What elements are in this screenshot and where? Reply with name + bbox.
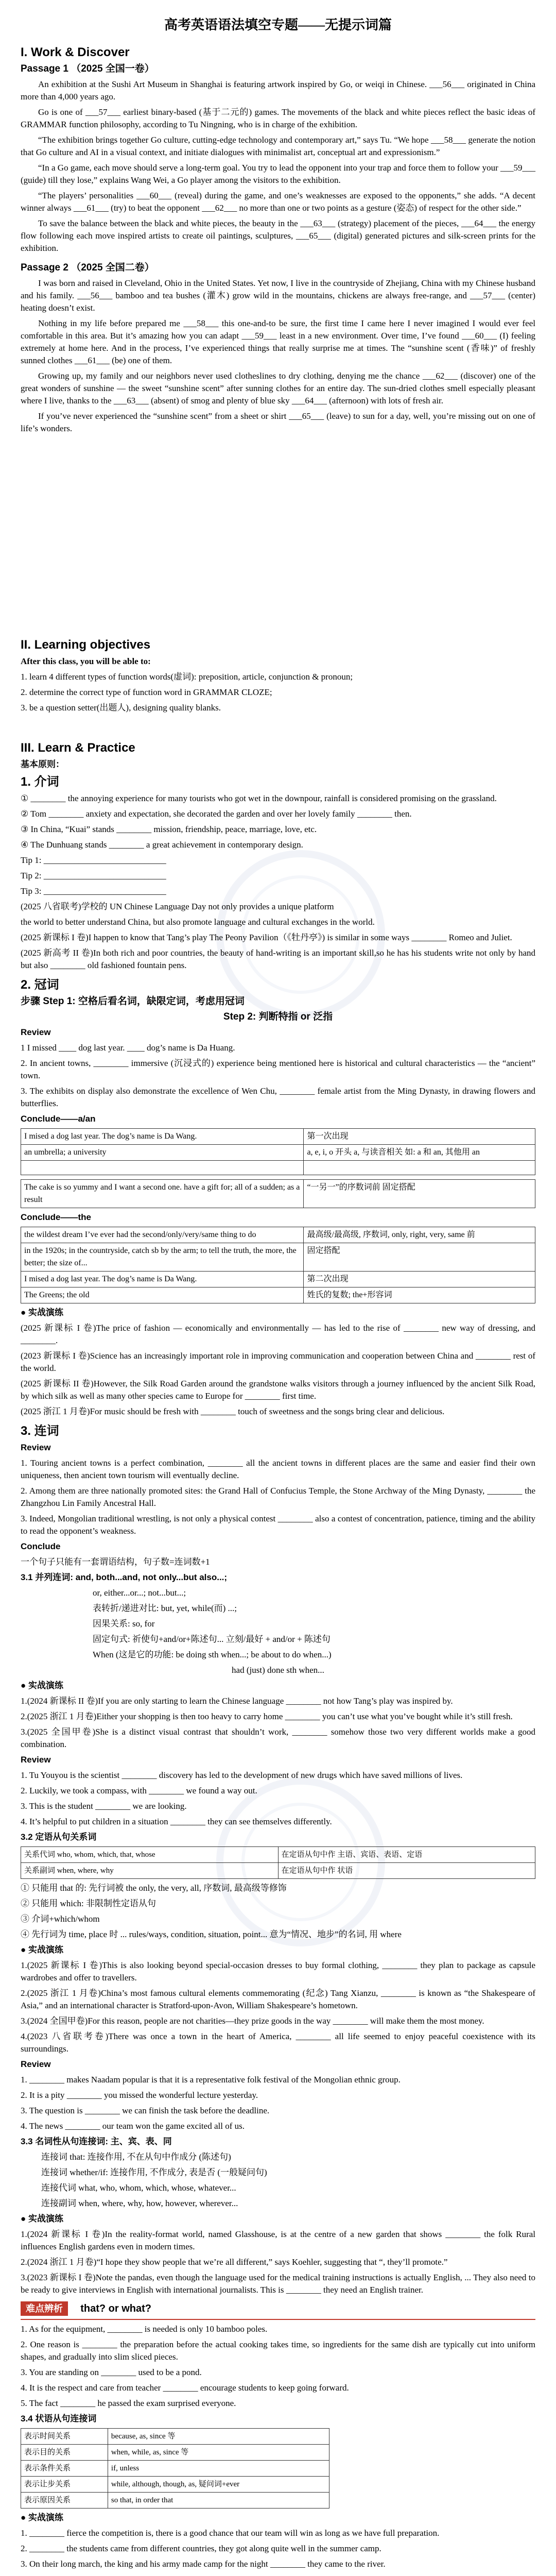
- table-row: [21, 2493, 329, 2509]
- table-cell: 关系代词 who, whom, which, that, whose: [21, 1847, 279, 1863]
- table-cell: 表示时间关系: [21, 2429, 108, 2445]
- table-cell: 表示让步关系: [21, 2477, 108, 2493]
- table-row: [21, 1863, 535, 1879]
- table-cell: because, as, since 等: [108, 2429, 329, 2445]
- section-learn-practice: [21, 742, 535, 2573]
- objective-item: 1. learn 4 different types of function words(虚词): preposition, article, conjunction & pronoun;: [21, 672, 353, 682]
- review-label: Review: [21, 1027, 51, 1037]
- preposition-line: (2025 八省联考)学校的 UN Chinese Language Day not only provides a unique platform: [21, 902, 334, 911]
- adverbial-conj-table: [21, 2428, 329, 2509]
- relative-words-table: [21, 1846, 535, 1879]
- practice-line: 2.(2025 浙江 1 月卷)Either your shopping is then too heavy to carry home ________ you can’t use what you’ve bought while it’s still fresh.: [21, 1711, 513, 1721]
- passage-1-label: Passage 1 （2025 全国一卷）: [21, 63, 154, 74]
- practice-line: (2025 新课标 II 卷)However, the Silk Road Garden around the grandstone walks visitors through a journey influenced by the ancient Silk Road, by which silk as well as many other species came to Europe for ________ first time.: [21, 1379, 535, 1401]
- practice-line: 2.(2024 浙江 1 月卷)“I hope they show people that we’re all different,” says Koehler, suggesting that “, they’ll promote.”: [21, 2257, 448, 2267]
- review-line: 2. In ancient towns, ________ immersive (沉浸式的) experience being mentioned here is historical and cultural characteristics — the “ancient” town.: [21, 1058, 535, 1080]
- article-the-table: [21, 1227, 535, 1303]
- passage-1-paragraph: “The players’ personalities ___60___ (reveal) during the game, and one’s weaknesses are exposed to the opponents,” she adds. “A decent winner always ___61___ (try) to beat the opponent ___62___ no more than one or two points as a gesture (姿态) of respect for the other side.”: [21, 191, 535, 213]
- section-heading: III. Learn & Practice: [21, 741, 135, 755]
- table-cell: 表示原因关系: [21, 2493, 108, 2509]
- article-fixed-table: [21, 1179, 535, 1208]
- review-line: 3. This is the student ________ we are looking.: [21, 1801, 187, 1811]
- noun-clause-line: 连接代词 what, who, whom, which, whose, whatever...: [41, 2183, 236, 2193]
- difficulty-header: [21, 2301, 535, 2316]
- review-line: 3. The question is ________ we can finish the task before the deadline.: [21, 2106, 270, 2115]
- practice-line: 3.(2023 新课标 I 卷)Note the pandas, even though the language used for the medical training instructions is actually English, ... They also need to be ready to give interviews in English with international journalists. This is ________ they need an English trainer.: [21, 2273, 535, 2295]
- table-row: [21, 1161, 535, 1175]
- practice-line: 1.(2024 新课标 I 卷)In the reality-format world, named Glasshouse, is at the centre of a new garden that shows ________ the folk Rural influences English gardens even in modern times.: [21, 2229, 535, 2251]
- review-line: 1. Tu Youyou is the scientist ________ discovery has led to the development of new drugs which have saved millions of lives.: [21, 1770, 463, 1780]
- table-cell: a, e, i, o 开头 a, 与读音相关 如: a 和 an, 其他用 an: [304, 1145, 535, 1161]
- difficulty-line: 4. It is the respect and care from teacher ________ encourage students to keep going forward.: [21, 2383, 349, 2393]
- practice-line: 4.(2023 八省联考卷)There was once a town in the heart of America, ________ all life seemed to enjoy peaceful coexistence with its surroundings.: [21, 2031, 535, 2054]
- passage-1-paragraph: To save the balance between the black and white pieces, the beauty in the ___63___ (strategy) placement of the pieces, ___64___ the energy flow following each move inspired artists to create oil paintings, sculptures, ___65___ (digital) generated pictures and silk-screen prints for the exhibition.: [21, 218, 535, 253]
- noun-clause-heading: 3.3 名词性从句连接词: 主、宾、表、同: [21, 2137, 172, 2146]
- table-cell: the wildest dream I’ve ever had the second/only/very/same thing to do: [21, 1227, 304, 1243]
- practice-label: ● 实战演练: [21, 1308, 63, 1317]
- objective-item: 2. determine the correct type of function word in GRAMMAR CLOZE;: [21, 687, 272, 697]
- basic-rule: 基本原则：: [21, 759, 64, 769]
- review-line: 2. Among them are three nationally promoted sites: the Grand Hall of Confucius Temple, the Stone Archway of the Ming Dynasty, ________ the Zhangzhou Lin Family Ancestral Hall.: [21, 1486, 535, 1508]
- preposition-line: ③ In China, “Kuai” stands ________ mission, friendship, peace, marriage, love, etc.: [21, 824, 317, 834]
- passage-1-paragraph: An exhibition at the Sushi Art Museum in Shanghai is featuring artwork inspired by Go, or weiqi in Chinese. ___56___ originated in China more than 4,000 years ago.: [21, 79, 535, 101]
- table-cell: so that, in order that: [108, 2493, 329, 2509]
- practice-line: 1.(2024 新课标 II 卷)If you are only starting to learn the Chinese language ________ not how Tang’s play was inspired by.: [21, 1696, 453, 1706]
- review-line: 1. Touring ancient towns is a perfect combination, ________ all the ancient towns in different places are the same and easier find their own uniqueness, then ancient town tourism will eventually decline.: [21, 1458, 535, 1480]
- passage-2-paragraph: Growing up, my family and our neighbors never used clotheslines to dry clothing, denying me the chance ___62___ (discover) one of the great wonders of sunshine — the sweet “sunshine scent” after sunning clothes for an entire day. The sun-dried clothes smell especially pleasant where I live, thanks to the ___63___ (absent) of smog and plenty of blue sky ___64___ (afternoon) with lots of fresh air.: [21, 371, 535, 405]
- relative-note: ③ 介词+which/whom: [21, 1914, 100, 1924]
- table-row: [21, 1227, 535, 1243]
- passage-2-label: Passage 2 （2025 全国二卷）: [21, 262, 154, 273]
- table-cell: when, while, as, since 等: [108, 2445, 329, 2461]
- table-cell: [304, 1161, 535, 1175]
- table-row: [21, 1145, 535, 1161]
- practice-label: ● 实战演练: [21, 2513, 63, 2522]
- table-row: [21, 1847, 535, 1863]
- coord-conj-line: had (just) done sth when...: [232, 1665, 324, 1675]
- difficulty-line: 2. One reason is ________ the preparation before the actual cooking takes time, so ingredients for the same dish are typically cut into uniform shapes, and gradually into slim sliced pieces.: [21, 2340, 535, 2362]
- table-cell: 姓氏的复数; the+形容词: [304, 1287, 535, 1303]
- review-line: 2. Luckily, we took a compass, with ________ we found a way out.: [21, 1786, 257, 1795]
- divider: [21, 2319, 535, 2320]
- subsection-conjunction: 3. 连词: [21, 1424, 59, 1438]
- practice-label: ● 实战演练: [21, 1945, 63, 1955]
- coord-conj-line: or, either...or...; not...but...;: [93, 1588, 186, 1598]
- review-line: 1. ________ makes Naadam popular is that it is a representative folk festival of the Mongolian ethnic group.: [21, 2075, 401, 2084]
- table-row: [21, 2445, 329, 2461]
- review-line: 4. It’s helpful to put children in a situation ________ they can see themselves differently.: [21, 1817, 332, 1826]
- practice-label: ● 实战演练: [21, 1681, 63, 1690]
- practice-line: 2. ________ the students came from different countries, they got along quite well in the summer camp.: [21, 2544, 381, 2553]
- noun-clause-line: 连接词 whether/if: 连接作用, 不作成分, 表是否 (一般疑问句): [41, 2167, 267, 2177]
- table-row: [21, 2429, 329, 2445]
- table-row: [21, 1129, 535, 1145]
- table-cell: 在定语从句中作 主语、宾语、表语、定语: [278, 1847, 535, 1863]
- noun-clause-line: 连接副词 when, where, why, how, however, wherever...: [41, 2198, 238, 2208]
- table-cell: 第二次出现: [304, 1272, 535, 1287]
- table-cell: while, although, though, as, 疑问词+ever: [108, 2477, 329, 2493]
- table-cell: The Greens; the old: [21, 1287, 304, 1303]
- practice-line: (2025 浙江 1 月卷)For music should be fresh with ________ touch of sweetness and the songs bring clear and delicious.: [21, 1406, 445, 1416]
- table-row: [21, 1287, 535, 1303]
- table-cell: I mised a dog last year. The dog’s name is Da Wang.: [21, 1272, 304, 1287]
- review-line: 3. Indeed, Mongolian traditional wrestling, is not only a physical contest ________ also a contest of concentration, patience, timing and the ability to read the opponent’s weakness.: [21, 1514, 535, 1536]
- preposition-line: the world to better understand China, but also promote language and cultural exchanges in the world.: [21, 917, 375, 927]
- preposition-line: (2025 新高考 II 卷)In both rich and poor countries, the beauty of hand-writing is an important skill,so he has his students write not only by hand but also ________ old fashioned fountain pens.: [21, 948, 535, 970]
- review-line: 2. It is a pity ________ you missed the wonderful lecture yesterday.: [21, 2090, 258, 2100]
- tip-line: Tip 1: ____________________________: [21, 855, 166, 865]
- section-heading: I. Work & Discover: [21, 45, 130, 59]
- subsection-preposition: 1. 介词: [21, 775, 59, 789]
- practice-line: (2025 新课标 I 卷)The price of fashion — economically and environmentally — has led to the rise of ________ new way of dressing, and ________.: [21, 1323, 535, 1345]
- table-row: [21, 1180, 535, 1208]
- table-cell: 固定搭配: [304, 1243, 535, 1272]
- subsection-article: 2. 冠词: [21, 978, 59, 992]
- table-row: [21, 2477, 329, 2493]
- tip-line: Tip 2: ____________________________: [21, 871, 166, 880]
- difficulty-title: that? or what?: [80, 2303, 152, 2314]
- article-a-an-table: [21, 1128, 535, 1175]
- difficulty-badge: 难点辨析: [21, 2301, 68, 2316]
- objective-item: 3. be a question setter(出题人), designing quality blanks.: [21, 703, 221, 713]
- difficulty-line: 5. The fact ________ he passed the exam surprised everyone.: [21, 2398, 236, 2408]
- document-title: 高考英语语法填空专题——无提示词篇: [164, 18, 392, 32]
- table-cell: in the 1920s; in the countryside, catch sb by the arm; to tell the truth, the more, the better; the size of...: [21, 1243, 304, 1272]
- practice-line: 2.(2025 浙江 1 月卷)China’s most famous cultural elements commemorating (纪念) Tang Xianzu, ________ is known as “the Shakespeare of Asia,” and an international character is Stratford-upon-Avon, William Shakespeare’s hometown.: [21, 1988, 535, 2010]
- coord-conj-line: 因果关系: so, for: [93, 1619, 155, 1629]
- practice-line: 1. ________ fierce the competition is, there is a good chance that our team will win as long as we have full preparation.: [21, 2528, 440, 2538]
- article-step-1: 步骤 Step 1: 空格后看名词，缺限定词，考虑用冠词: [21, 996, 245, 1007]
- preposition-line: ② Tom ________ anxiety and expectation, she decorated the garden and over her lovely family ________ then.: [21, 809, 412, 819]
- practice-line: 1.(2025 新课标 I 卷)This is also looking beyond special-occasion dresses to buy formal clothing, ________ they plan to package as capsule wardrobes and offer to travellers.: [21, 1960, 535, 1982]
- passage-1-paragraph: “In a Go game, each move should serve a long-term goal. You try to lead the opponent into your trap and force them to follow your ___59___ (guide) till they lose,” explains Wang Wei, a Go player among the visitors to the exhibition.: [21, 163, 535, 185]
- practice-label: ● 实战演练: [21, 2214, 63, 2224]
- section-work-discover: [21, 46, 535, 438]
- difficulty-line: 1. As for the equipment, ________ is needed is only 10 bamboo poles.: [21, 2324, 268, 2334]
- noun-clause-line: 连接词 that: 连接作用, 不在从句中作成分 (陈述句): [41, 2152, 231, 2162]
- table-cell: 关系副词 when, where, why: [21, 1863, 279, 1879]
- table-cell: 在定语从句中作 状语: [278, 1863, 535, 1879]
- table-cell: [21, 1161, 304, 1175]
- relative-note: ② 只能用 which: 非限制性定语从句: [21, 1899, 157, 1908]
- table-cell: I mised a dog last year. The dog’s name is Da Wang.: [21, 1129, 304, 1145]
- preposition-line: (2025 新课标 I 卷)I happen to know that Tang’s play The Peony Pavilion（《牡丹亭》) is similar in some ways ________ Romeo and Juliet.: [21, 933, 512, 942]
- conjunction-note: 一个句子只能有一套谓语结构，句子数=连词数+1: [21, 1557, 210, 1567]
- conclude-label: Conclude——a/an: [21, 1114, 96, 1124]
- table-row: [21, 1272, 535, 1287]
- conclude-label: Conclude: [21, 1541, 61, 1551]
- section-learning-objectives: [21, 639, 535, 717]
- review-label: Review: [21, 2059, 51, 2069]
- table-cell: 最高级/最高级, 序数词, only, right, very, same 前: [304, 1227, 535, 1243]
- relative-conj-heading: 3.2 定语从句关系词: [21, 1832, 97, 1842]
- table-cell: “一另一”的序数词前 固定搭配: [304, 1180, 535, 1208]
- coord-conj-line: 固定句式: 祈使句+and/or+陈述句... 立刻/最好 + and/or + 陈述句: [93, 1634, 331, 1644]
- table-row: [21, 1243, 535, 1272]
- review-line: 1 I missed ____ dog last year. ____ dog’s name is Da Huang.: [21, 1043, 235, 1053]
- passage-2-paragraph: Nothing in my life before prepared me ___58___ this one-and-to be sure, the first time I came here I never imagined I would ever feel comfortable in this area. But it’s amazing how you can adapt ___59___ least in a new environment. Over time, I’ve found ___60___ (I) feeling extremely at home here. And in the process, I’ve experienced things that really surprise me at times. The “sunshine scent (香味)” of freshly sunned clothes ___61___ (be) one of them.: [21, 318, 535, 365]
- table-cell: The cake is so yummy and I want a second one. have a gift for; all of a sudden; as a result: [21, 1180, 304, 1208]
- tip-line: Tip 3: ____________________________: [21, 886, 166, 896]
- objectives-intro: After this class, you will be able to:: [21, 656, 151, 666]
- table-cell: 第一次出现: [304, 1129, 535, 1145]
- section-heading: II. Learning objectives: [21, 638, 151, 652]
- passage-1-paragraph: “The exhibition brings together Go culture, cutting-edge technology and contemporary art,” says Tu. “We hope ___58___ generate the notion that Go culture and AI in a visual context, and initiate dialogues with minimalist art, conceptual art and expressionism.”: [21, 135, 535, 157]
- passage-2-paragraph: If you’ve never experienced the “sunshine scent” from a sheet or shirt ___65___ (leave) to sun for a day, well, you’re missing out on one of life’s wonders.: [21, 411, 535, 433]
- table-cell: 表示条件关系: [21, 2461, 108, 2477]
- relative-note: ① 只能用 that 的: 先行词被 the only, the very, all, 序数词, 最高级等修饰: [21, 1883, 287, 1893]
- coord-conj-line: 表转折/递进对比: but, yet, while(而) ...;: [93, 1603, 237, 1613]
- table-row: [21, 2461, 329, 2477]
- table-cell: an umbrella; a university: [21, 1145, 304, 1161]
- review-line: 3. The exhibits on display also demonstrate the excellence of Wen Chu, ________ female artist from the Ming Dynasty, in drawing flowers and butterflies.: [21, 1086, 535, 1108]
- coord-conj-heading: 3.1 并列连词: and, both...and, not only...but also...;: [21, 1572, 228, 1582]
- preposition-line: ① ________ the annoying experience for many tourists who got wet in the downpour, rainfall is considered promising on the grassland.: [21, 793, 497, 803]
- table-cell: if, unless: [108, 2461, 329, 2477]
- review-label: Review: [21, 1443, 51, 1452]
- difficulty-line: 3. You are standing on ________ used to be a pond.: [21, 2367, 202, 2377]
- article-step-2: Step 2: 判断特指 or 泛指: [223, 1011, 333, 1022]
- relative-note: ④ 先行词为 time, place 时 ... rules/ways, condition, situation, point... 意为“情况、地步”的名词, 用 where: [21, 1929, 402, 1939]
- practice-line: 3. On their long march, the king and his army made camp for the night ________ they came to the river.: [21, 2559, 386, 2569]
- conclude-label: Conclude——the: [21, 1212, 91, 1222]
- practice-line: (2023 新课标 I 卷)Science has an increasingly important role in improving communication and cooperation between China and ________ rest of the world.: [21, 1351, 535, 1373]
- coord-conj-line: When (这是它的功能: be doing sth when...; be about to do when...): [93, 1650, 332, 1659]
- passage-2-paragraph: I was born and raised in Cleveland, Ohio in the United States. Yet now, I live in the countryside of Zhejiang, China with my Chinese husband and his family. ___56___ bamboo and tea bushes (灌木) grow wild in the mountains, chickens are always free-range, and ___57___ (center) heating doesn’t exist.: [21, 278, 535, 313]
- practice-line: 3.(2024 全国甲卷)For this reason, people are not charities—they prize goods in the way ________ will make them the most money.: [21, 2016, 484, 2026]
- table-cell: 表示目的关系: [21, 2445, 108, 2461]
- review-line: 4. The news ________ our team won the game excited all of us.: [21, 2121, 245, 2131]
- adverbial-conj-heading: 3.4 状语从句连接词: [21, 2414, 97, 2424]
- review-label: Review: [21, 1755, 51, 1765]
- passage-1-paragraph: Go is one of ___57___ earliest binary-based (基于二元的) games. The movements of the black and white pieces reflect the basic ideas of GRAMMAR function philosophy, according to Tu Ningning, who is in charge of the exhibition.: [21, 107, 535, 129]
- preposition-line: ④ The Dunhuang stands ________ a great achievement in contemporary design.: [21, 840, 303, 850]
- practice-line: 3.(2025 全国甲卷)She is a distinct visual contrast that shouldn’t work, ________ somehow those two very different worlds make a good combination.: [21, 1727, 535, 1749]
